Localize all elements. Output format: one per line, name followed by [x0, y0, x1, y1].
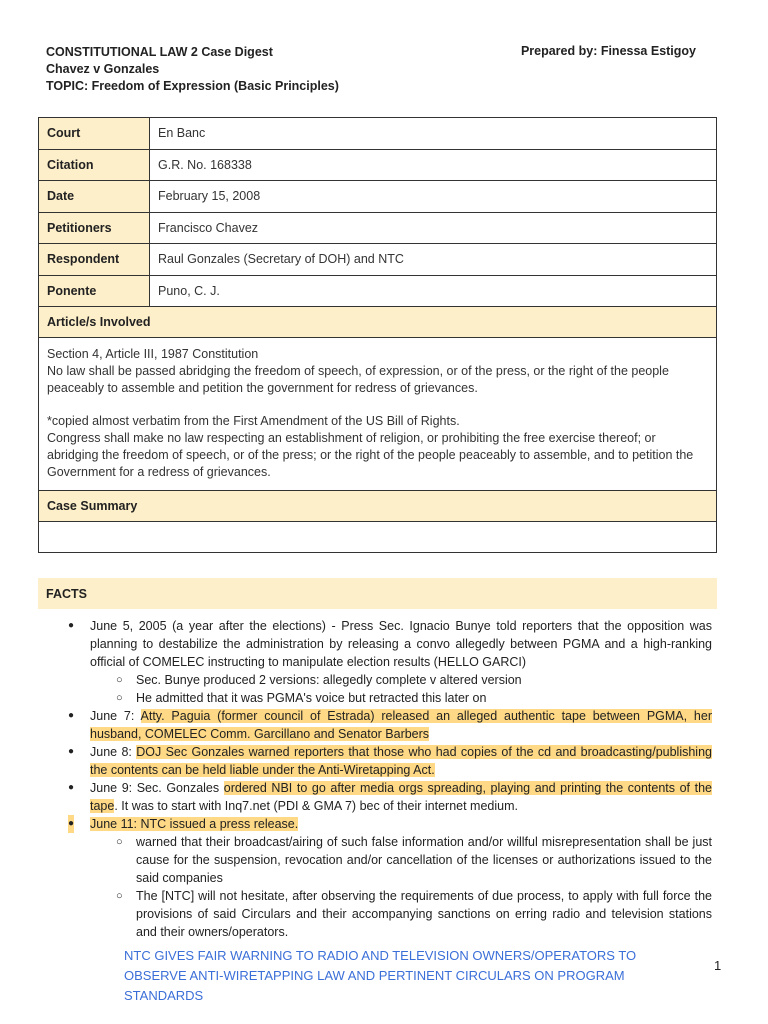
petitioners-value: Francisco Chavez: [150, 212, 717, 244]
document-header: [46, 44, 726, 95]
articles-body: [39, 338, 717, 491]
highlighted-text: DOJ Sec Gonzales warned reporters that those who had copies of the cd and broadcasting/publishing the contents can be held liable under the Anti-Wiretapping Act.: [90, 745, 712, 777]
bullet-icon: ●: [68, 815, 74, 833]
highlighted-text: June 11: NTC issued a press release.: [90, 817, 299, 831]
articles-heading: Article/s Involved: [39, 307, 717, 338]
case-name: Chavez v Gonzales: [46, 62, 160, 76]
list-subitem: ○ warned that their broadcast/airing of such false information and/or willful misrepresentation shall be just cause for the suspension, revocation and/or cancellation of the licenses or authorizations issued to the said companies: [116, 835, 712, 885]
court-value: En Banc: [150, 118, 717, 150]
circle-bullet-icon: ○: [116, 836, 123, 848]
table-row-ponente: [39, 275, 717, 307]
respondent-label: Respondent: [39, 244, 150, 276]
table-row-respondent: [39, 244, 717, 276]
citation-label: Citation: [39, 149, 150, 181]
list-item: ● June 9: Sec. Gonzales ordered NBI to go after media orgs spreading, playing and printing the contents of the tape. It was to start with Inq7.net (PDI & GMA 7) bec of their internet medium.: [68, 781, 712, 813]
first-amendment-text: Congress shall make no law respecting an establishment of religion, or prohibiting the free exercise thereof; or abridging the freedom of speech, or of the press; or the right of the people peaceably to assemble, and to petition the Government for a redress of grievances.: [47, 431, 694, 479]
circle-bullet-icon: ○: [116, 890, 123, 902]
course-title: CONSTITUTIONAL LAW 2 Case Digest: [46, 45, 273, 59]
list-item: ● June 8: DOJ Sec Gonzales warned reporters that those who had copies of the cd and broadcasting/publishing the contents can be held liable under the Anti-Wiretapping Act.: [68, 745, 712, 777]
facts-heading: FACTS: [38, 578, 717, 609]
citation-value: G.R. No. 168338: [150, 149, 717, 181]
highlighted-text: ordered NBI to go after media orgs spreading, playing and printing the contents of the tape: [90, 781, 712, 813]
facts-list: [62, 617, 712, 941]
circle-bullet-icon: ○: [116, 674, 123, 686]
list-item: ● June 5, 2005 (a year after the elections) - Press Sec. Ignacio Bunye told reporters that the opposition was planning to destabilize the administration by releasing a convo allegedly between PGMA and a high-ranking official of COMELEC instructing to manipulate election results (HELLO GARCI): [68, 619, 712, 669]
case-summary-heading: Case Summary: [39, 491, 717, 522]
table-row-date: [39, 181, 717, 213]
table-row-citation: [39, 149, 717, 181]
table-row-petitioners: [39, 212, 717, 244]
circle-bullet-icon: ○: [116, 692, 123, 704]
bullet-icon: ●: [68, 746, 75, 757]
list-item: ● June 7: Atty. Paguia (former council of Estrada) released an alleged authentic tape between PGMA, her husband, COMELEC Comm. Garcillano and Senator Barbers: [68, 709, 712, 741]
case-summary-body: [39, 522, 717, 553]
ponente-value: Puno, C. J.: [150, 275, 717, 307]
highlighted-text: Atty. Paguia (former council of Estrada) released an alleged authentic tape between PGMA, her husband, COMELEC Comm. Garcillano and Senator Barbers: [90, 709, 712, 741]
respondent-value: Raul Gonzales (Secretary of DOH) and NTC: [150, 244, 717, 276]
page-number: 1: [714, 958, 722, 973]
court-label: Court: [39, 118, 150, 150]
article-text: No law shall be passed abridging the freedom of speech, of expression, or of the press, or the right of the people peaceably to assemble and petition the government for redress of grievances.: [47, 364, 669, 395]
prepared-by: Prepared by: Finessa Estigoy: [520, 44, 696, 58]
list-subitem: ○ Sec. Bunye produced 2 versions: allegedly complete v altered version: [116, 673, 522, 687]
date-label: Date: [39, 181, 150, 213]
table-row-court: [39, 118, 717, 150]
topic-line: TOPIC: Freedom of Expression (Basic Principles): [46, 79, 339, 93]
bullet-icon: ●: [68, 620, 75, 631]
article-citation: Section 4, Article III, 1987 Constitution: [47, 347, 259, 361]
list-subitem: ○ The [NTC] will not hesitate, after observing the requirements of due process, to apply with full force the provisions of said Circulars and their accompanying sanctions on erring radio and television stations and their owners/operators.: [116, 889, 712, 939]
case-info-table: [38, 117, 717, 553]
date-value: February 15, 2008: [150, 181, 717, 213]
article-note: *copied almost verbatim from the First Amendment of the US Bill of Rights.: [47, 414, 460, 428]
petitioners-label: Petitioners: [39, 212, 150, 244]
ponente-label: Ponente: [39, 275, 150, 307]
ntc-notice-heading: NTC GIVES FAIR WARNING TO RADIO AND TELEVISION OWNERS/OPERATORS TO OBSERVE ANTI-WIRETAPPING LAW AND PERTINENT CIRCULARS ON PROGRAM STANDARDS: [124, 948, 637, 1003]
bullet-icon: ●: [68, 782, 75, 793]
list-item: [62, 815, 712, 833]
bullet-icon: ●: [68, 710, 75, 721]
list-subitem: ○ He admitted that it was PGMA's voice but retracted this later on: [116, 691, 487, 705]
